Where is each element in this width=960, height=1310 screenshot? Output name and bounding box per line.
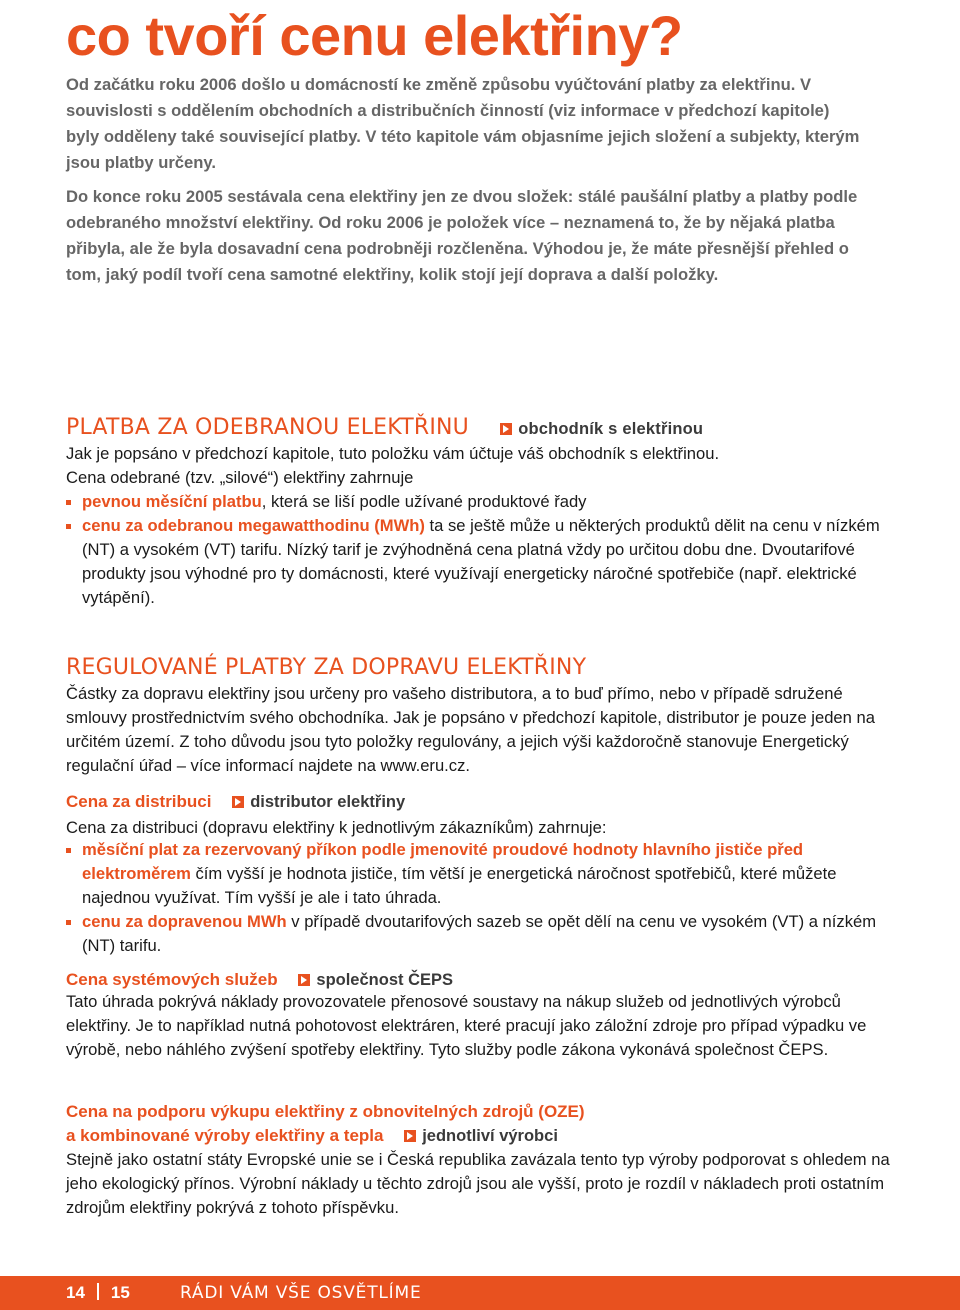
section2-text: Částky za dopravu elektřiny jsou určeny pro vašeho distributora, a to buď přímo, nebo v případě sdružené smlouvy prostřednictvím svého obchodníka. Jak je popsáno v předchozí kapitole, distributor je pouze jeden na určitém území. Z toho důvodu jsou tyto položky regulovány, a jejich výši každoročně stanovuje Energetický regulační úřad – více informací najdete na www.eru.cz. (66, 684, 875, 775)
section1-bullet-list (66, 490, 896, 610)
provider-label: distributor elektřiny (232, 790, 405, 814)
list-item: pevnou měsíční platbu, která se liší podle užívané produktové řady (66, 490, 896, 514)
list-item: cenu za odebranou megawatthodinu (MWh) ta se ještě může u některých produktů dělit na cenu v nízkém (NT) a vysokém (VT) tarifu. Nízký tarif je zvýhodněná cena platná vždy po určitou dobu dne. Dvoutarifové produkty jsou výhodné pro ty domácnosti, které využívají energeticky náročné spotřebiče (např. elektrické vytápění). (66, 514, 896, 610)
distribution-text: Cena za distribuci (dopravu elektřiny k jednotlivým zákazníkům) zahrnuje: (66, 818, 607, 837)
page-number-right: 15 (110, 1283, 130, 1302)
page-number-left: 14 (66, 1283, 85, 1302)
footer-bar (0, 1276, 960, 1310)
page-separator (97, 1283, 99, 1300)
sub-heading-system-services: Cena systémových služeb společnost ČEPS (66, 968, 453, 992)
page-numbers (66, 1283, 130, 1303)
footer-slogan: RÁDI VÁM VŠE OSVĚTLÍME (180, 1283, 422, 1303)
arrow-icon (232, 796, 244, 808)
intro-paragraph-2: Do konce roku 2005 sestávala cena elektřiny jen ze dvou složek: stálé paušální platby a platby podle odebraného množství elektřiny. Od roku 2006 je položek více – neznamená to, že by nějaká platba přibyla, ale že byla dosavadní cena podrobněji rozčleněna. Výhodou je, že máte přesnější přehled o tom, jaký podíl tvoří cena samotné elektřiny, kolik stojí její doprava a další položky. (66, 187, 858, 284)
sub-heading-distribution: Cena za distribuci distributor elektřiny (66, 790, 405, 814)
section1-text: Jak je popsáno v předchozí kapitole, tuto položku vám účtuje váš obchodník s elektřinou. (66, 444, 720, 463)
provider-label: jednotliví výrobci (404, 1124, 558, 1148)
list-item: měsíční plat za rezervovaný příkon podle jmenovité proudové hodnoty hlavního jističe před elektroměrem čím vyšší je hodnota jističe, tím větší je energetická náročnost spotřebičů, které můžete najednou využívat. Tím vyšší je ale i tato úhrada. (66, 838, 896, 910)
provider-label: obchodník s elektřinou (500, 415, 703, 443)
provider-label: společnost ČEPS (298, 968, 453, 992)
intro-paragraph: Od začátku roku 2006 došlo u domácností ke změně způsobu vyúčtování platby za elektřinu. V souvislosti s oddělením obchodních a distribučních činností (viz informace v předchozí kapitole) byly odděleny také související platby. V této kapitole vám objasníme jejich složení a subjekty, kterým jsou platby určeny. (66, 75, 860, 172)
list-item: cenu za dopravenou MWh v případě dvoutarifových sazeb se opět dělí na cenu ve vysokém (VT) a nízkém (NT) tarifu. (66, 910, 896, 958)
sub-heading-oze-line2: a kombinované výroby elektřiny a tepla jednotliví výrobci (66, 1124, 558, 1148)
section-heading-regulated-payments: REGULOVANÉ PLATBY ZA DOPRAVU ELEKTŘINY (66, 655, 587, 680)
section1-text-2: Cena odebrané (tzv. „silové“) elektřiny zahrnuje (66, 468, 414, 487)
page-title: co tvoří cenu elektřiny? (66, 4, 683, 67)
oze-text: Stejně jako ostatní státy Evropské unie se i Česká republika zavázala tento typ výroby podporovat s ohledem na jeho ekologický přínos. Výrobní náklady u těchto zdrojů jsou ale vyšší, proto je rozdíl v nákladech proti ostatním zdrojům elektřiny pokrývá z tohoto příspěvku. (66, 1150, 890, 1217)
system-services-text: Tato úhrada pokrývá náklady provozovatele přenosové soustavy na nákup služeb od jednotlivých výrobců elektřiny. Je to například nutná pohotovost elektráren, které pracují jako záložní zdroje pro případ výpadku ve výrobě, nebo náhlého zvýšení spotřeby elektřiny. Tyto služby podle zákona vykonává společnost ČEPS. (66, 992, 867, 1059)
sub-heading-oze: Cena na podporu výkupu elektřiny z obnovitelných zdrojů (OZE) (66, 1102, 585, 1121)
section-heading-text: PLATBA ZA ODEBRANOU ELEKTŘINU (66, 415, 469, 440)
arrow-icon (500, 423, 512, 435)
arrow-icon (404, 1130, 416, 1142)
section-heading-consumed-electricity (66, 414, 703, 443)
distribution-bullet-list (66, 838, 896, 958)
arrow-icon (298, 974, 310, 986)
